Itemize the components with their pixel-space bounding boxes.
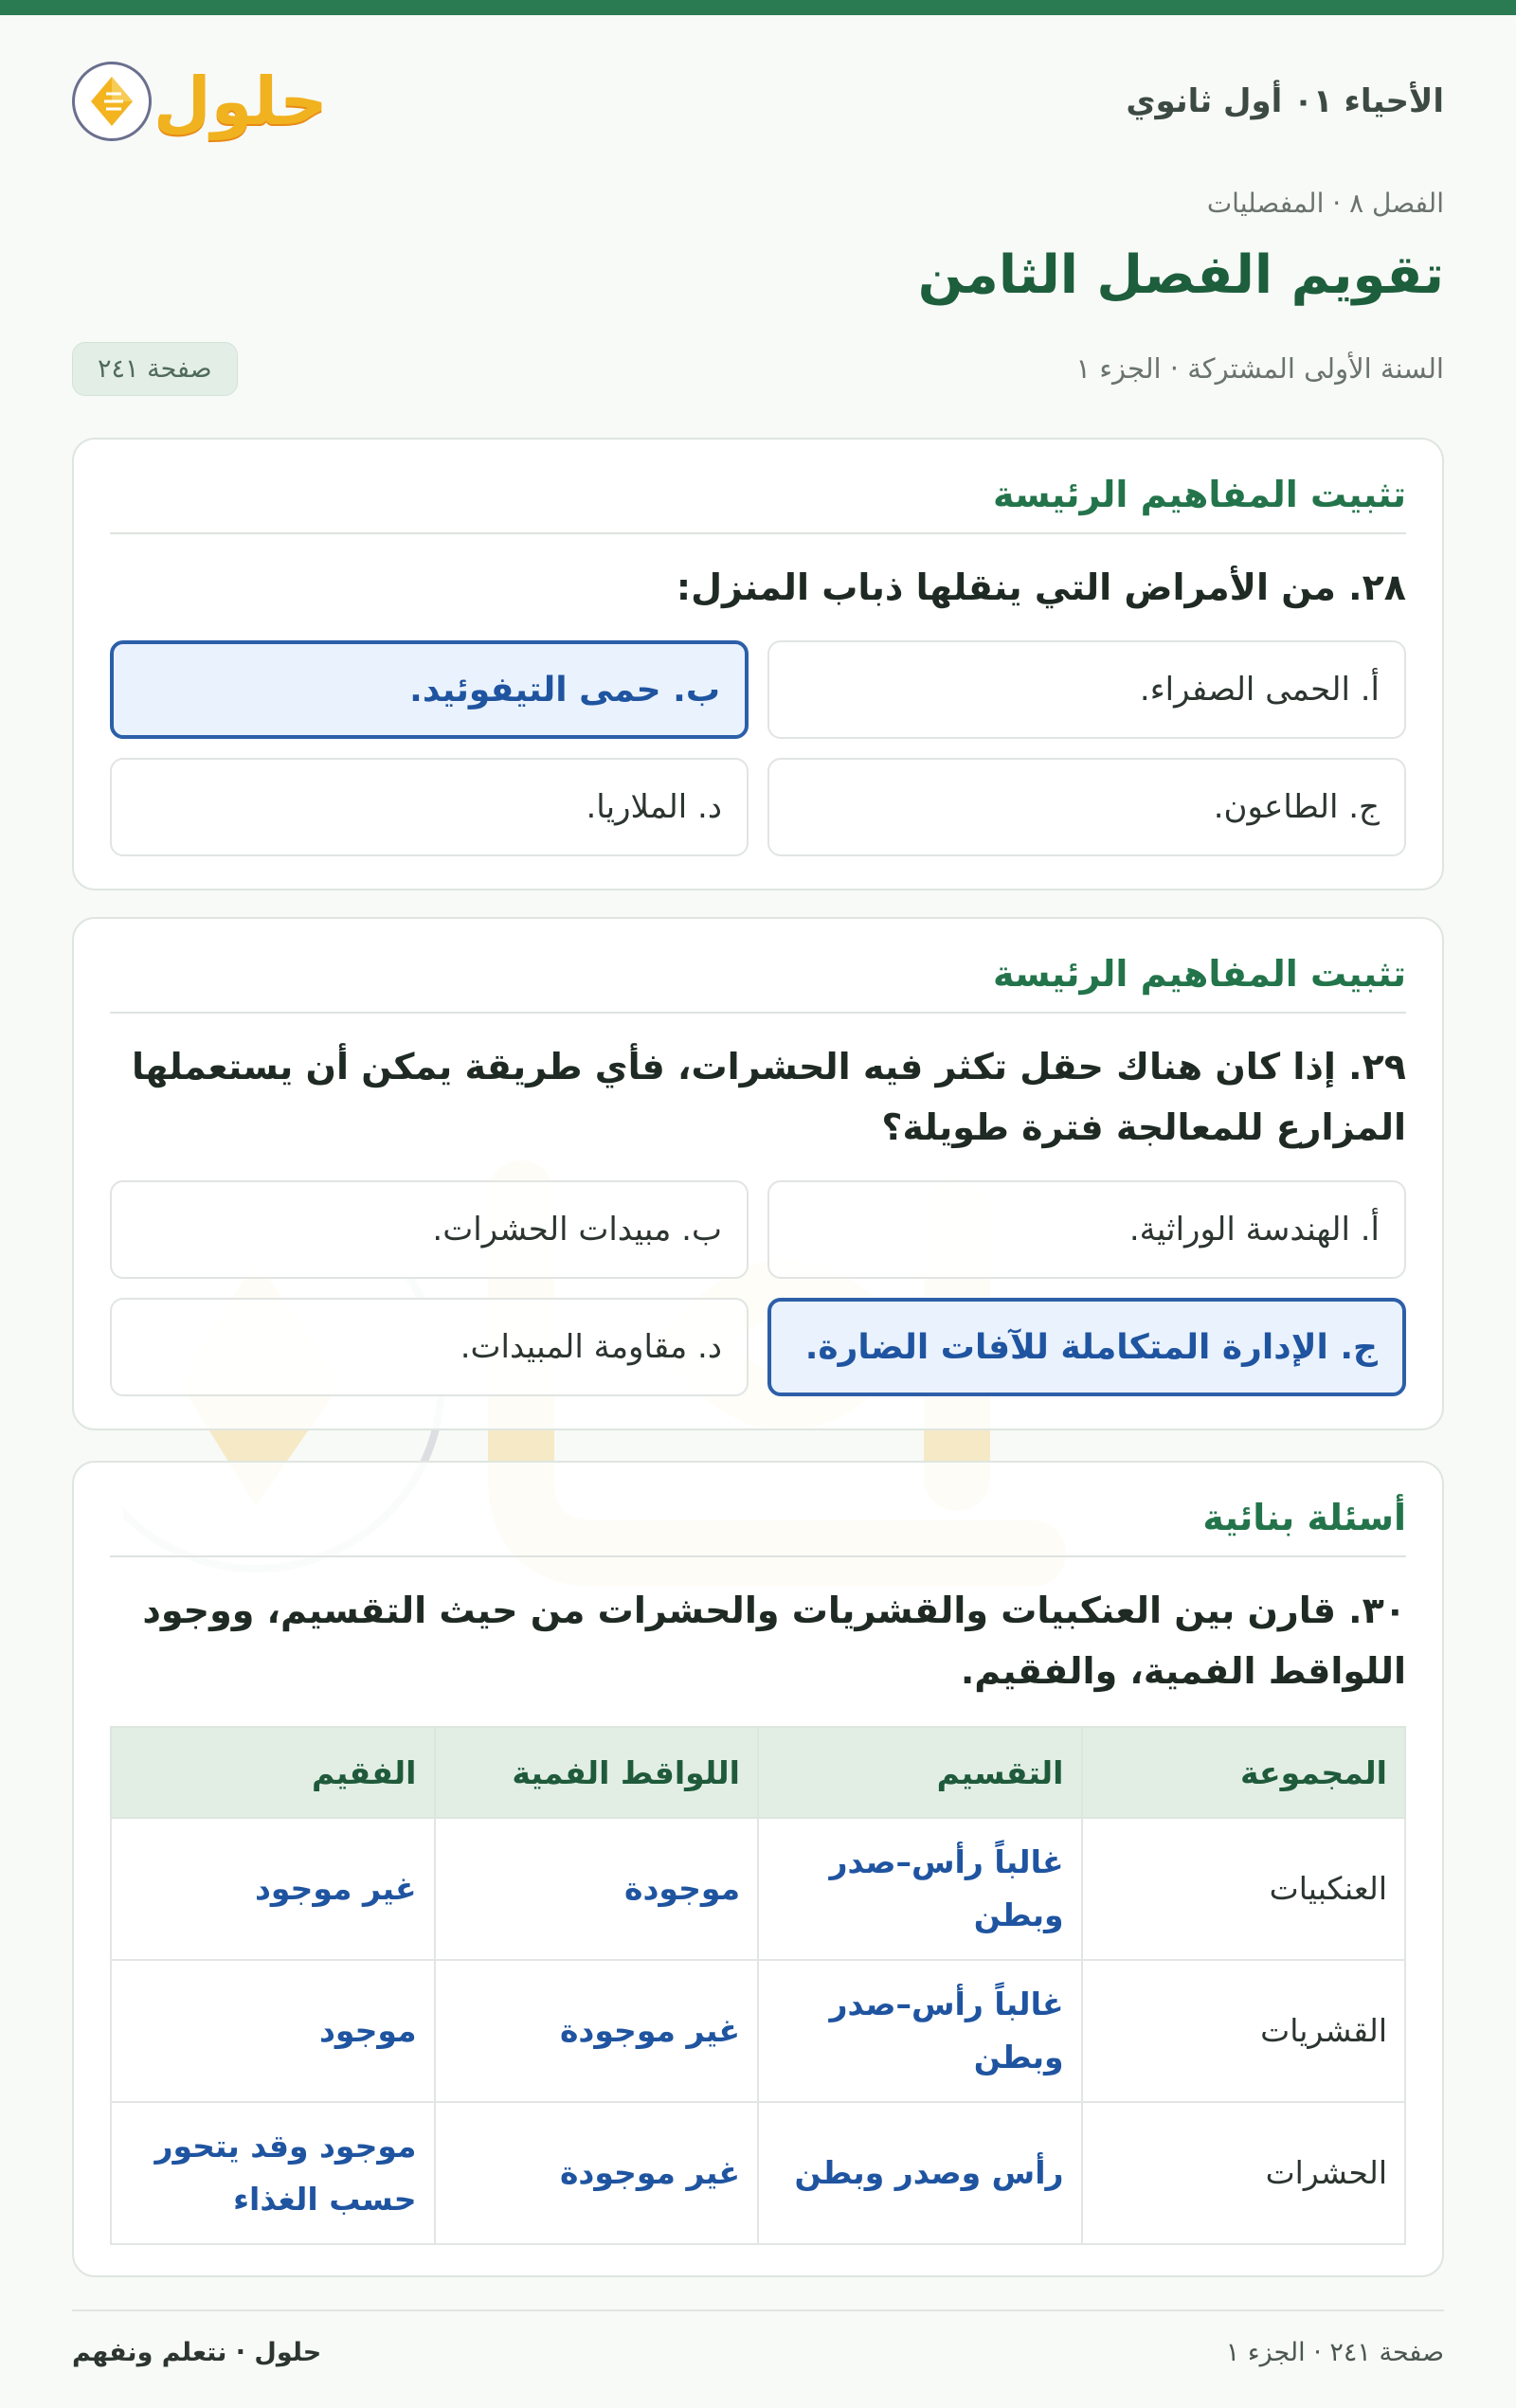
option-a[interactable]: أ. الهندسة الوراثية. [767,1180,1406,1279]
question-text: ٢٩. إذا كان هناك حقل تكثر فيه الحشرات، فأي طريقة يمكن أن يستعملها المزارع للمعالجة فترة طويلة؟ [132,1046,1406,1148]
table-cell-group: القشريات [1082,1960,1406,2102]
options-grid [110,1180,1406,1396]
meta-row [72,337,1444,400]
table-cell-answer: غير موجود [111,1818,435,1960]
table-header-row [111,1727,1405,1818]
question-card-29 [72,917,1444,1430]
option-b-correct[interactable]: ب. حمى التيفوئيد. [110,640,749,739]
table-cell-group: العنكبيات [1082,1818,1406,1960]
page-header [72,15,1444,188]
card-heading: تثبيت المفاهيم الرئيسة [110,440,1406,534]
site-logo[interactable] [72,62,328,141]
table-cell-answer: غير موجودة [435,1960,759,2102]
breadcrumb: الفصل ٨ · المفصليات [1206,188,1444,219]
card-heading: أسئلة بنائية [110,1463,1406,1557]
table-row [111,1818,1405,1960]
card-heading: تثبيت المفاهيم الرئيسة [110,919,1406,1014]
meta-subtitle: السنة الأولى المشتركة · الجزء ١ [1075,352,1444,385]
book-title: الأحياء ٠١ أول ثانوي [1126,82,1444,120]
option-d[interactable]: د. الملاريا. [110,758,749,856]
option-b[interactable]: ب. مبيدات الحشرات. [110,1180,749,1279]
table-cell-answer: غير موجودة [435,2102,759,2244]
table-cell-group: الحشرات [1082,2102,1406,2244]
option-a[interactable]: أ. الحمى الصفراء. [767,640,1406,739]
question-card-30 [72,1461,1444,2277]
comparison-table [110,1726,1406,2245]
page-badge: صفحة ٢٤١ [72,342,238,396]
table-cell-answer: رأس وصدر وبطن [758,2102,1082,2244]
table-cell-answer: غالباً رأس–صدر وبطن [758,1818,1082,1960]
footer-brand: حلول · نتعلم ونفهم [72,2337,322,2367]
top-accent-bar [0,0,1516,15]
question-text: ٣٠. قارن بين العنكبيات والقشريات والحشرات من حيث التقسيم، ووجود اللواقط الفمية، والفقيم. [142,1590,1406,1692]
question-text: ٢٨. من الأمراض التي ينقلها ذباب المنزل: [676,566,1406,608]
table-cell-answer: غالباً رأس–صدر وبطن [758,1960,1082,2102]
table-header-cell: المجموعة [1082,1727,1406,1818]
table-header-cell: اللواقط الفمية [435,1727,759,1818]
table-row [111,1960,1405,2102]
table-cell-answer: موجود وقد يتحور حسب الغذاء [111,2102,435,2244]
table-cell-answer: موجودة [435,1818,759,1960]
option-c-correct[interactable]: ج. الإدارة المتكاملة للآفات الضارة. [767,1298,1406,1396]
option-c[interactable]: ج. الطاعون. [767,758,1406,856]
option-d[interactable]: د. مقاومة المبيدات. [110,1298,749,1396]
table-cell-answer: موجود [111,1960,435,2102]
page-footer [72,2309,1444,2393]
table-header-cell: الفقيم [111,1727,435,1818]
page-title: تقويم الفصل الثامن [917,244,1444,306]
table-row [111,2102,1405,2244]
options-grid [110,640,1406,856]
footer-page-info: صفحة ٢٤١ · الجزء ١ [1225,2337,1444,2367]
table-header-cell: التقسيم [758,1727,1082,1818]
book-logo-icon [72,62,152,141]
question-card-28 [72,438,1444,890]
logo-text: حلول [153,63,328,140]
